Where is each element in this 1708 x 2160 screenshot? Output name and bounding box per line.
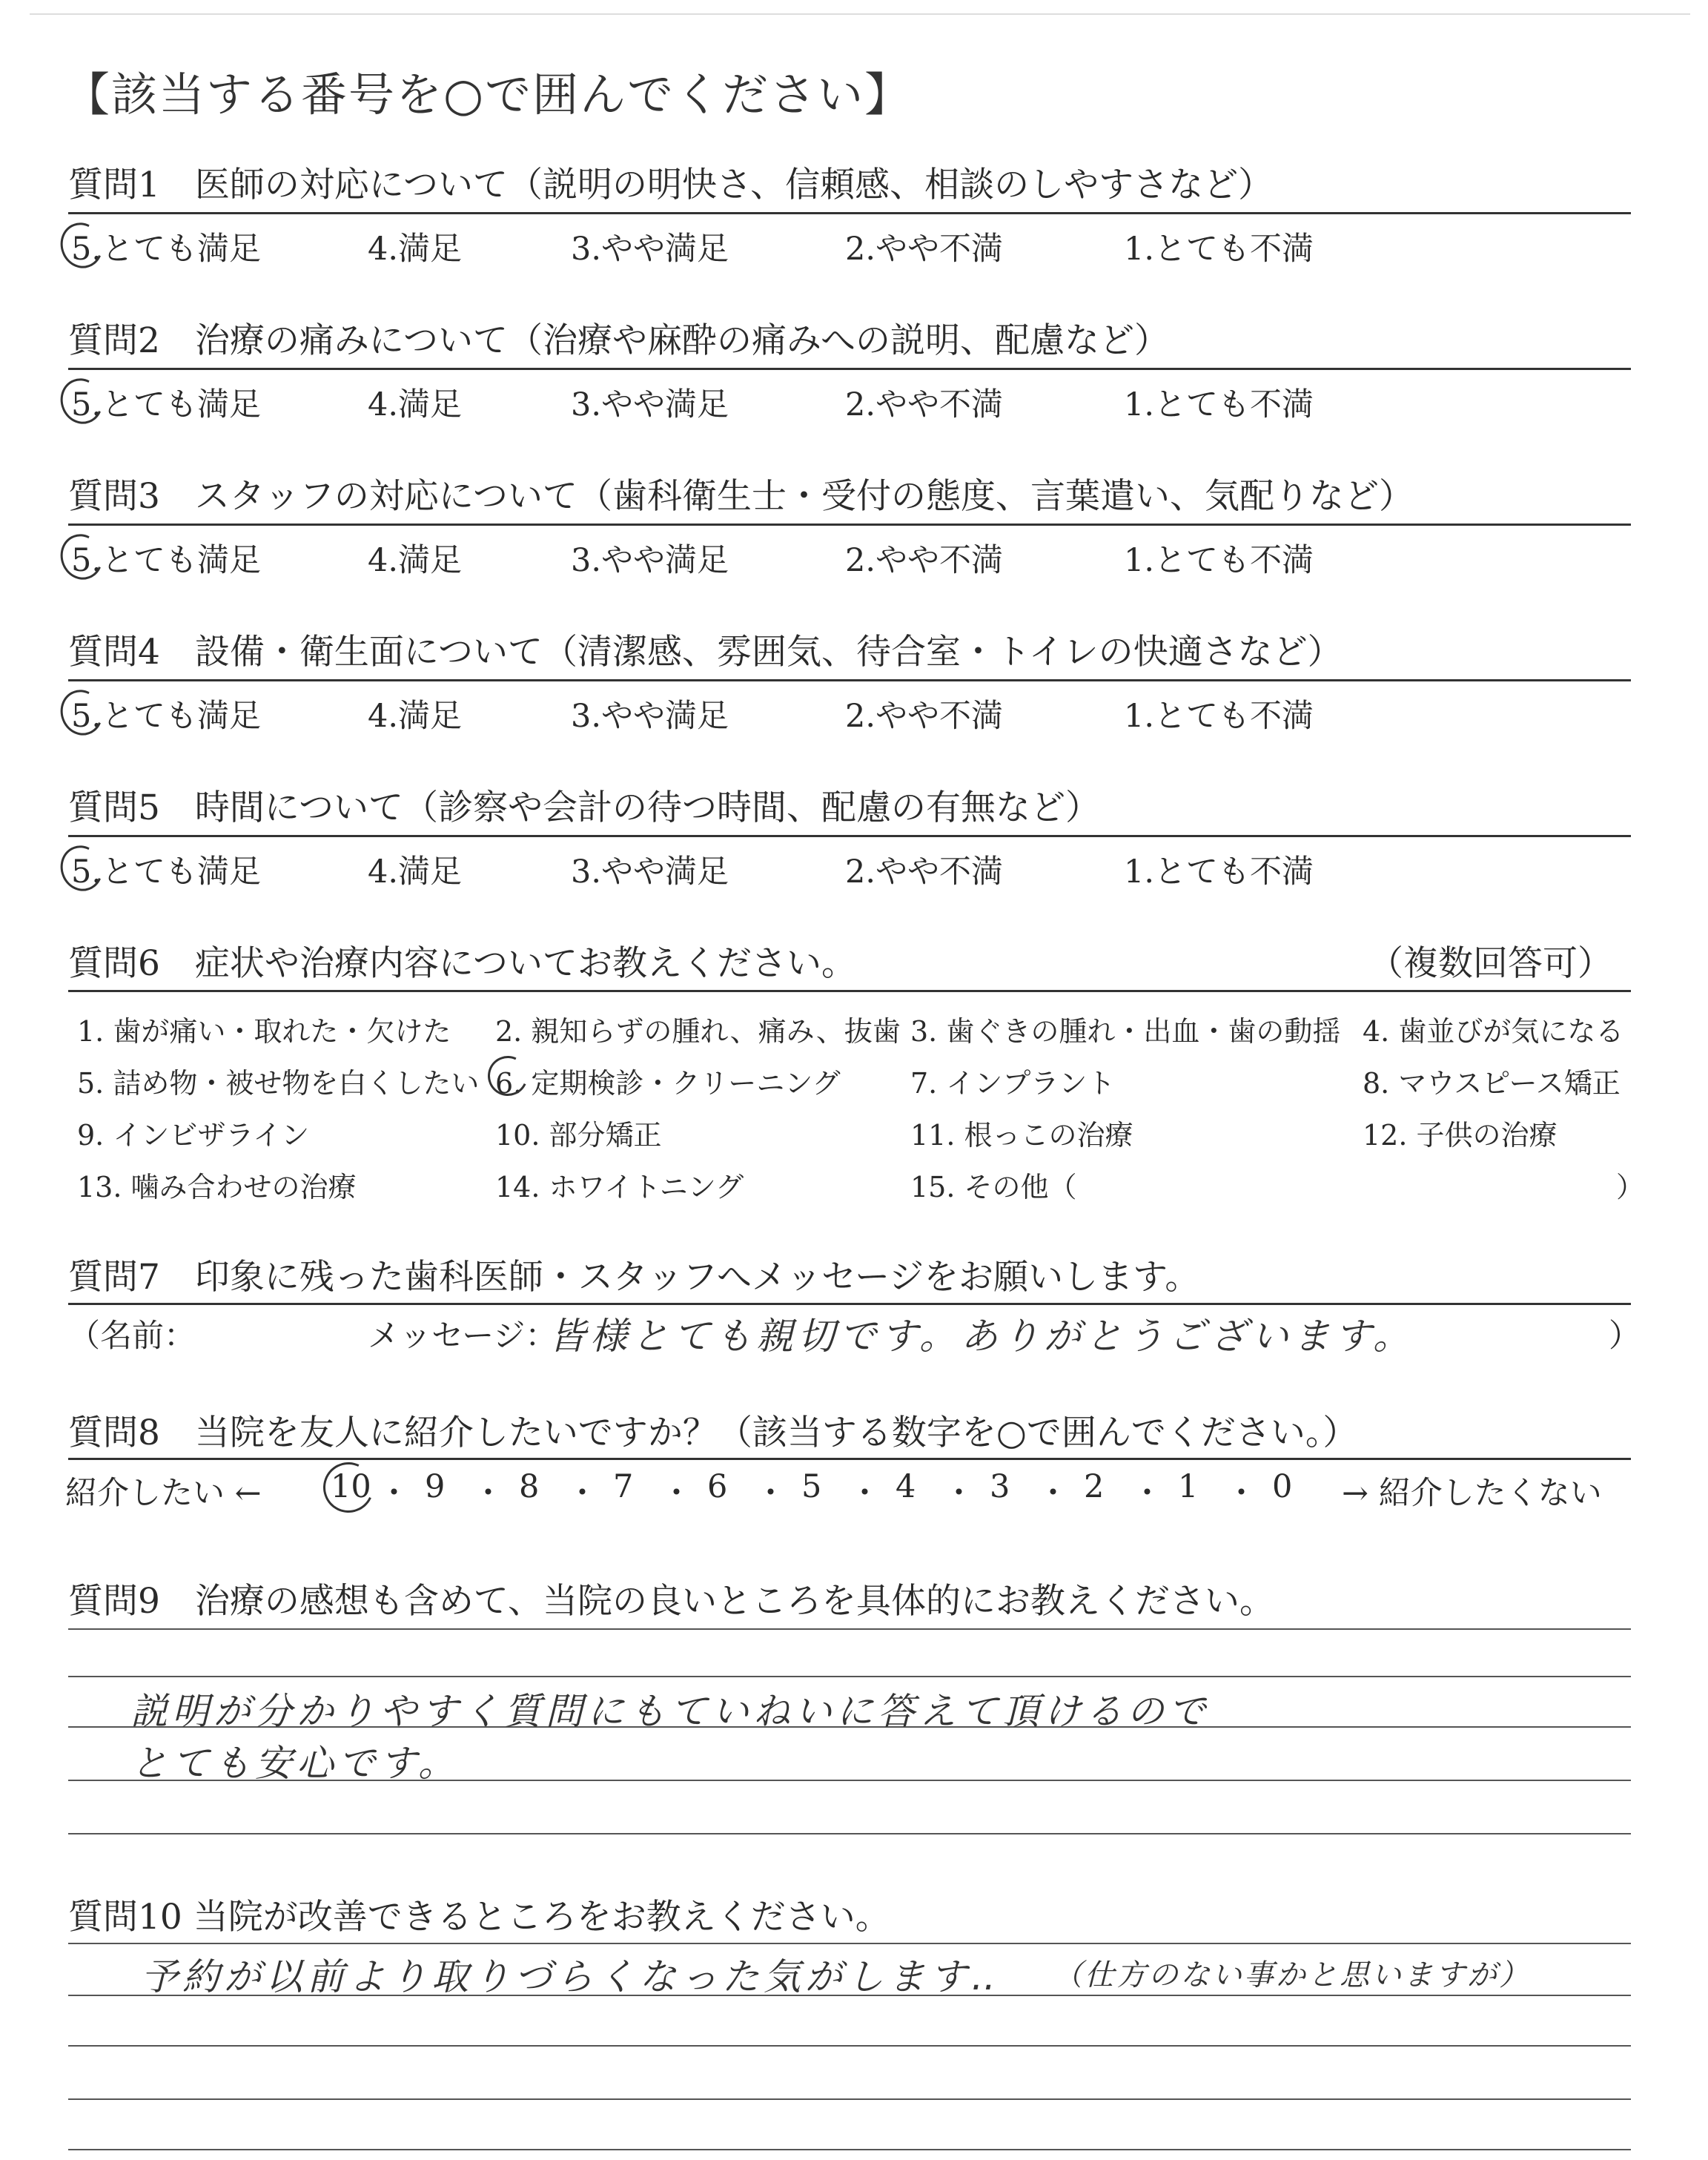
q9-title: 質問9 治療の感想も含めて、当院の良いところを具体的にお教えください。 <box>68 1581 1274 1622</box>
q8-scale-value: 6 <box>707 1468 728 1505</box>
q8-scale-value: 2 <box>1084 1468 1105 1505</box>
q10-answer-note: （仕方のない事かと思いますが） <box>1053 1958 1531 1992</box>
q2-title: 質問2 治療の痛みについて（治療や麻酔の痛みへの説明、配慮など） <box>68 320 1170 361</box>
q8-scale-value: 5 <box>801 1468 822 1505</box>
q7-title: 質問7 印象に残った歯科医師・スタッフへメッセージをお願いします。 <box>68 1257 1200 1298</box>
q6-option: 12. 子供の治療 <box>1363 1119 1558 1152</box>
q7-rule <box>68 1303 1631 1305</box>
q8-scale-value: 8 <box>519 1468 540 1505</box>
q8-scale-value: 1 <box>1178 1468 1199 1505</box>
q2-option-2: 2.やや不満 <box>845 386 1004 423</box>
q2-option-1: 1.とても不満 <box>1124 386 1314 423</box>
q8-scale-value: 10 <box>331 1468 371 1505</box>
q9-answer-line-1: 説明が分かりやすく質問にもていねいに答えて頂けるので <box>130 1690 1210 1733</box>
q8-scale-dot: ・ <box>566 1475 598 1512</box>
q8-scale-dot: ・ <box>1037 1475 1069 1512</box>
q8-rule <box>68 1458 1631 1460</box>
q6-option: 1. 歯が痛い・取れた・欠けた <box>77 1015 451 1048</box>
q4-option-4: 4.満足 <box>368 698 463 735</box>
q7-message-label: メッセージ： <box>368 1318 557 1355</box>
q4-option-1: 1.とても不満 <box>1124 698 1314 735</box>
q6-option: 3. 歯ぐきの腫れ・出血・歯の動揺 <box>910 1015 1341 1048</box>
q4-option-2: 2.やや不満 <box>845 698 1004 735</box>
q10-line-1 <box>68 1943 1631 1944</box>
q8-scale-dot: ・ <box>943 1475 975 1512</box>
q6-option: 2. 親知らずの腫れ、痛み、抜歯 <box>495 1015 901 1048</box>
q1-title: 質問1 医師の対応について（説明の明快さ、信頼感、相談のしやすさなど） <box>68 165 1274 205</box>
q6-option: 10. 部分矯正 <box>495 1119 662 1152</box>
q6-option: ） <box>1616 1171 1645 1203</box>
q8-left-label: 紹介したい ← <box>65 1475 262 1512</box>
q3-option-1: 1.とても不満 <box>1124 542 1314 579</box>
q1-option-4: 4.満足 <box>368 231 463 268</box>
q10-answer-main: 予約が以前より取りづらくなった気がします‥ <box>141 1955 1001 1998</box>
q4-option-3: 3.やや満足 <box>571 698 729 735</box>
q10-line-4 <box>68 2098 1631 2100</box>
q5-option-2: 2.やや不満 <box>845 853 1004 891</box>
q6-option: 8. マウスピース矯正 <box>1363 1067 1621 1100</box>
q8-scale-value: 7 <box>613 1468 634 1505</box>
q6-option: 13. 噛み合わせの治療 <box>77 1171 357 1203</box>
q8-scale-value: 3 <box>990 1468 1010 1505</box>
q7-close-paren: ） <box>1609 1318 1641 1355</box>
q9-answer-line-2: とても安心です。 <box>130 1742 460 1785</box>
q3-option-3: 3.やや満足 <box>571 542 729 579</box>
q8-right-label: → 紹介したくない <box>1342 1475 1602 1512</box>
q8-scale-dot: ・ <box>378 1475 410 1512</box>
q2-option-3: 3.やや満足 <box>571 386 729 423</box>
q9-line-5 <box>68 1833 1631 1834</box>
form-header: 【該当する番号を○で囲んでください】 <box>64 67 913 122</box>
q1-option-2: 2.やや不満 <box>845 231 1004 268</box>
q4-rule <box>68 679 1631 681</box>
q7-name-label: （名前： <box>68 1318 196 1355</box>
q6-title: 質問6 症状や治療内容についてお教えください。 <box>68 943 856 984</box>
q6-option: 5. 詰め物・被せ物を白くしたい <box>77 1067 480 1100</box>
q2-rule <box>68 368 1631 370</box>
q3-option-4: 4.満足 <box>368 542 463 579</box>
q6-option: 14. ホワイトニング <box>495 1171 744 1203</box>
q1-option-1: 1.とても不満 <box>1124 231 1314 268</box>
q3-rule <box>68 524 1631 526</box>
q9-line-2 <box>68 1676 1631 1677</box>
q8-selected-circle <box>316 1455 380 1519</box>
q8-title: 質問8 当院を友人に紹介したいですか？（該当する数字を○で囲んでください。） <box>68 1413 1358 1453</box>
q5-title: 質問5 時間について（診察や会計の待つ時間、配慮の有無など） <box>68 787 1100 828</box>
q6-option: 7. インプラント <box>910 1067 1116 1100</box>
q4-title: 質問4 設備・衛生面について（清潔感、雰囲気、待合室・トイレの快適さなど） <box>68 632 1343 673</box>
q5-option-5: 5.とても満足 <box>71 853 262 891</box>
q8-scale-dot: ・ <box>1131 1475 1163 1512</box>
q6-option: 11. 根っこの治療 <box>910 1119 1133 1152</box>
q10-line-5 <box>68 2149 1631 2150</box>
q5-option-3: 3.やや満足 <box>571 853 729 891</box>
q8-scale-value: 9 <box>425 1468 446 1505</box>
q1-option-3: 3.やや満足 <box>571 231 729 268</box>
q6-rule <box>68 990 1631 992</box>
scan-top-edge <box>30 13 1690 15</box>
q1-option-5: 5.とても満足 <box>71 231 262 268</box>
q3-title: 質問3 スタッフの対応について（歯科衛生士・受付の態度、言葉遣い、気配りなど） <box>68 476 1414 517</box>
q5-rule <box>68 835 1631 837</box>
q8-scale-dot: ・ <box>849 1475 881 1512</box>
q8-scale-dot: ・ <box>1225 1475 1257 1512</box>
q6-note: （複数回答可） <box>1368 943 1612 984</box>
q2-option-5: 5.とても満足 <box>71 386 262 423</box>
q8-scale-value: 0 <box>1272 1468 1293 1505</box>
q5-option-1: 1.とても不満 <box>1124 853 1314 891</box>
q3-option-2: 2.やや不満 <box>845 542 1004 579</box>
q1-rule <box>68 212 1631 214</box>
q8-scale-dot: ・ <box>755 1475 787 1512</box>
q2-option-4: 4.満足 <box>368 386 463 423</box>
q6-option: 9. インビザライン <box>77 1119 310 1152</box>
q7-message-handwritten: 皆様とても親切です。ありがとうございます。 <box>549 1315 1414 1358</box>
q9-line-1 <box>68 1628 1631 1630</box>
q10-line-3 <box>68 2045 1631 2047</box>
q8-scale-dot: ・ <box>472 1475 504 1512</box>
q8-scale-value: 4 <box>896 1468 916 1505</box>
q4-option-5: 5.とても満足 <box>71 698 262 735</box>
q8-scale-dot: ・ <box>661 1475 692 1512</box>
q6-option: 15. その他（ <box>910 1171 1077 1203</box>
q6-option: 4. 歯並びが気になる <box>1363 1015 1624 1048</box>
q3-option-5: 5.とても満足 <box>71 542 262 579</box>
q5-option-4: 4.満足 <box>368 853 463 891</box>
q10-title: 質問10 当院が改善できるところをお教えください。 <box>68 1897 890 1938</box>
q6-option: 6. 定期検診・クリーニング <box>495 1067 841 1100</box>
